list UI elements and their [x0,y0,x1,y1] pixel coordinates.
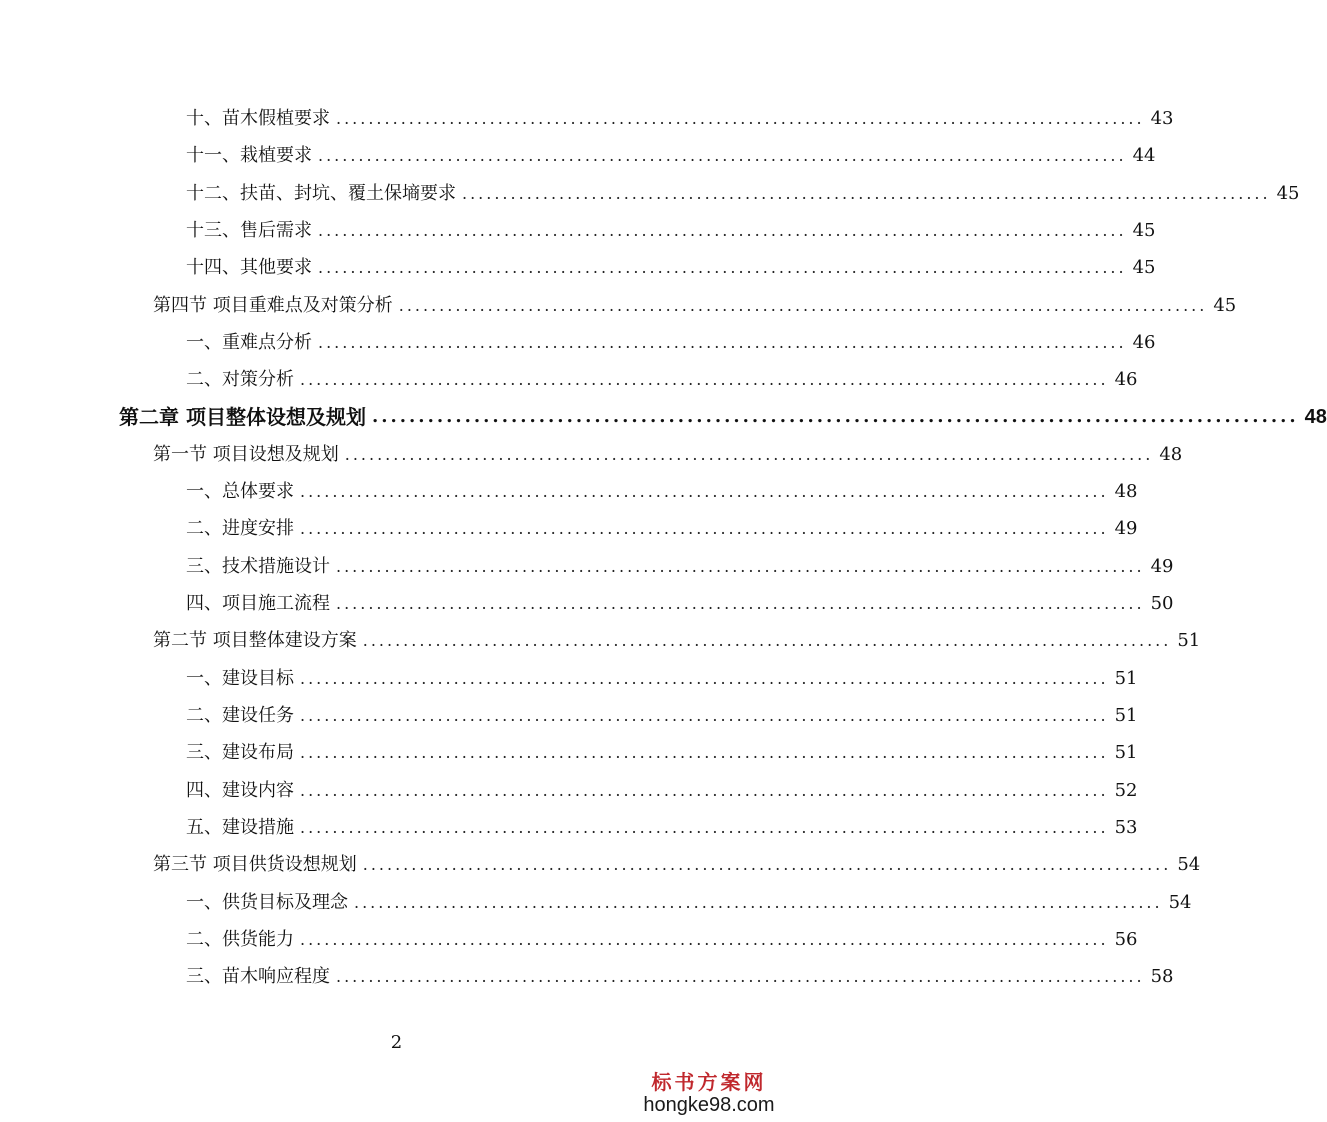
toc-leader-dots: .................................................................................................... [462,184,1271,203]
toc-entry-title: 一、供货目标及理念 [186,892,348,913]
toc-entry-title: 十四、其他要求 [186,257,312,278]
toc-leader-dots: .................................................................................................... [300,482,1109,501]
toc-entry-page: 46 [1132,332,1156,353]
toc-entry-page: 51 [1114,668,1138,689]
toc-entry-page: 53 [1114,817,1138,838]
toc-leader-dots: .................................................................................................... [318,258,1127,277]
toc-entry-title: 第二章 项目整体设想及规划 [119,405,366,429]
toc-entry-title: 十、苗木假植要求 [186,108,330,129]
toc-entry[interactable] [0,665,1138,693]
toc-leader-dots: .................................................................................................... [362,631,1172,650]
toc-leader-dots: .................................................................................................... [300,519,1109,538]
toc-leader-dots: .................................................................................................... [318,146,1127,165]
toc-entry-page: 45 [1276,183,1300,204]
toc-section-entry[interactable] [0,441,1183,469]
toc-leader-dots: .................................................................................................... [336,557,1145,576]
toc-leader-dots: .................................................................................................... [300,818,1109,837]
toc-entry-page: 52 [1114,780,1138,801]
toc-entry-title: 第四节 项目重难点及对策分析 [153,295,393,316]
toc-entry-page: 56 [1114,929,1138,950]
toc-entry-page: 50 [1150,593,1174,614]
toc-entry[interactable] [0,329,1156,357]
toc-section-entry[interactable] [0,292,1237,320]
toc-entry-title: 十二、扶苗、封坑、覆土保墒要求 [186,183,456,204]
toc-entry[interactable] [0,963,1174,991]
toc-entry[interactable] [0,515,1138,543]
toc-leader-dots: .................................................................................................... [344,445,1154,464]
toc-entry-title: 四、项目施工流程 [186,593,330,614]
toc-entry-page: 49 [1150,556,1174,577]
toc-entry-page: 49 [1114,518,1138,539]
toc-entry[interactable] [0,105,1174,133]
watermark-url: hongke98.com [643,1094,775,1116]
toc-entry-page: 46 [1114,369,1138,390]
toc-entry[interactable] [0,142,1156,170]
toc-entry-title: 二、进度安排 [186,518,294,539]
toc-entry-page: 44 [1132,145,1156,166]
toc-leader-dots: .................................................................................................... [300,669,1109,688]
toc-entry-title: 五、建设措施 [186,817,294,838]
toc-entry-page: 48 [1304,406,1327,428]
toc-entry-page: 58 [1150,966,1174,987]
toc-entry-page: 45 [1213,295,1237,316]
toc-entry[interactable] [0,180,1300,208]
toc-entry[interactable] [0,217,1156,245]
toc-leader-dots: .................................................................................................... [300,930,1109,949]
toc-leader-dots: .................................................................................................... [300,370,1109,389]
toc-entry-page: 45 [1132,257,1156,278]
watermark-name: 标书方案网 [651,1070,767,1094]
toc-leader-dots: .................................................................................................... [318,221,1127,240]
toc-chapter-entry[interactable] [0,403,1327,431]
toc-entry-title: 二、对策分析 [186,369,294,390]
toc-entry-title: 三、技术措施设计 [186,556,330,577]
toc-leader-dots: .................................................................................................... [336,594,1145,613]
toc-leader-dots: .................................................................................................... [336,967,1145,986]
toc-entry[interactable] [0,814,1138,842]
toc-entry[interactable] [0,889,1192,917]
toc-entry-page: 54 [1168,892,1192,913]
toc-entry-page: 43 [1150,108,1174,129]
toc-entry-title: 二、供货能力 [186,929,294,950]
toc-entry[interactable] [0,366,1138,394]
toc-entry-title: 四、建设内容 [186,780,294,801]
toc-entry[interactable] [0,590,1174,618]
toc-entry-title: 第一节 项目设想及规划 [153,444,339,465]
toc-entry-page: 51 [1177,630,1201,651]
toc-entry-page: 54 [1177,854,1201,875]
toc-entry-title: 一、重难点分析 [186,332,312,353]
toc-leader-dots: .................................................................................................... [318,333,1127,352]
toc-entry[interactable] [0,926,1138,954]
toc-entry[interactable] [0,254,1156,282]
toc-entry-page: 51 [1114,705,1138,726]
toc-leader-dots: .................................................................................................... [398,296,1208,315]
toc-entry-title: 十一、栽植要求 [186,145,312,166]
toc-entry[interactable] [0,739,1138,767]
toc-leader-dots: .................................................................................................... [371,406,1299,427]
toc-entry-title: 三、建设布局 [186,742,294,763]
watermark-logo [639,1070,779,1116]
toc-section-entry[interactable] [0,851,1201,879]
toc-leader-dots: .................................................................................................... [300,781,1109,800]
toc-leader-dots: .................................................................................................... [300,706,1109,725]
toc-leader-dots: .................................................................................................... [354,893,1163,912]
toc-entry-title: 第三节 项目供货设想规划 [153,854,357,875]
toc-entry[interactable] [0,478,1138,506]
toc-entry-page: 45 [1132,220,1156,241]
toc-entry-title: 一、总体要求 [186,481,294,502]
toc-entry-title: 第二节 项目整体建设方案 [153,630,357,651]
toc-entry-title: 二、建设任务 [186,705,294,726]
toc-entry[interactable] [0,702,1138,730]
toc-entry-page: 48 [1159,444,1183,465]
page-number: 2 [390,1032,403,1053]
toc-leader-dots: .................................................................................................... [362,855,1172,874]
toc-leader-dots: .................................................................................................... [300,743,1109,762]
toc-entry-page: 48 [1114,481,1138,502]
toc-entry-title: 十三、售后需求 [186,220,312,241]
toc-entry-title: 一、建设目标 [186,668,294,689]
toc-entry-title: 三、苗木响应程度 [186,966,330,987]
toc-entry[interactable] [0,777,1138,805]
toc-section-entry[interactable] [0,627,1201,655]
toc-entry[interactable] [0,553,1174,581]
toc-entry-page: 51 [1114,742,1138,763]
toc-leader-dots: .................................................................................................... [336,109,1145,128]
